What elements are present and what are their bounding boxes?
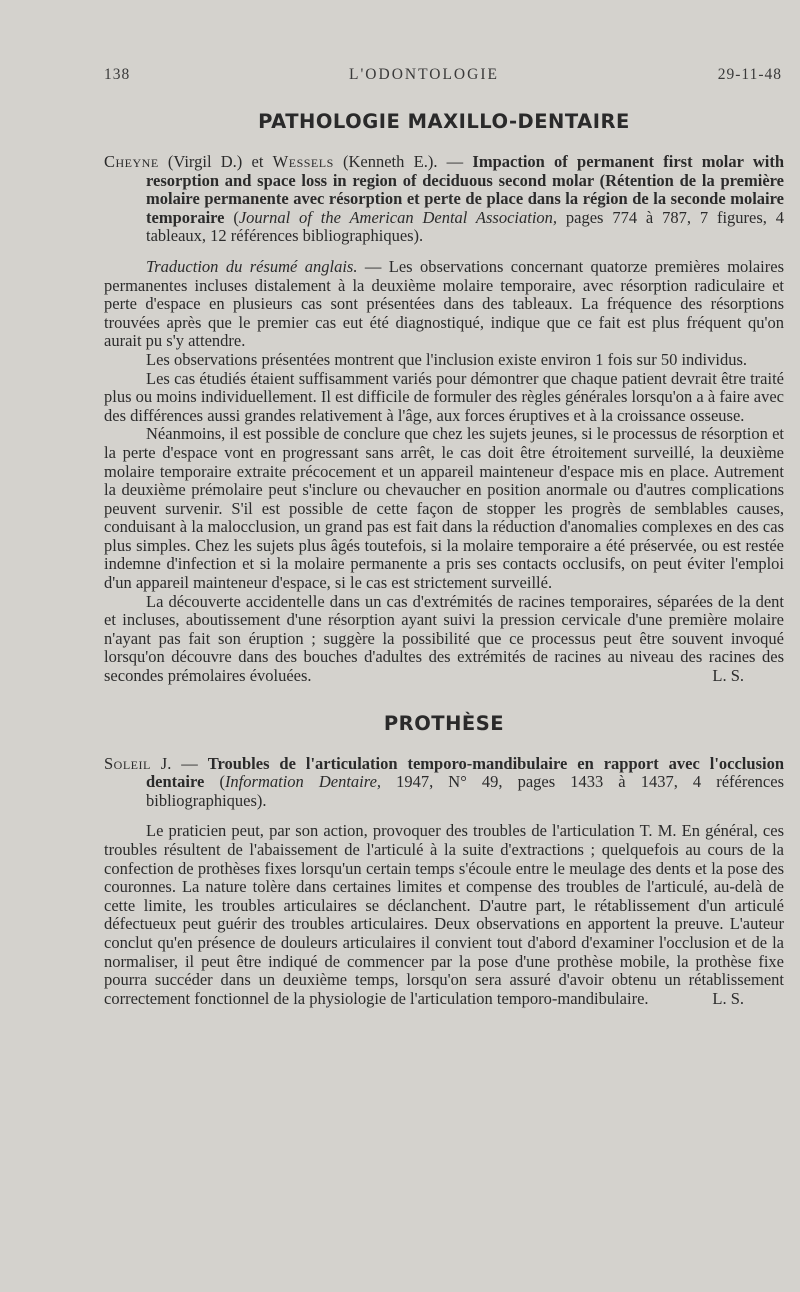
- author-name: Wessels: [272, 152, 334, 171]
- paragraph: [104, 822, 784, 1008]
- summary-paragraph: [104, 258, 784, 351]
- author-name: Cheyne: [104, 152, 159, 171]
- issue-date: 29-11-48: [717, 66, 782, 83]
- paragraph: [104, 593, 784, 686]
- article-title: Troubles de l'articulation temporo-mandibulaire en rapport avec l'occlusion dentaire: [146, 753, 784, 792]
- section-heading-prothese: PROTHÈSE: [383, 711, 505, 735]
- citation-soleil: [104, 755, 784, 811]
- running-header: [104, 66, 782, 84]
- author-initials: (Kenneth E.). —: [343, 152, 464, 171]
- section-heading-pathologie: PATHOLOGIE MAXILLO-DENTAIRE: [258, 110, 630, 133]
- paragraph: Néanmoins, il est possible de conclure que chez les sujets jeunes, si le processus de résorption et la perte d'espace vont en progressant sans arrêt, le cas doit être étroitement surveillé, la deuxième molaire temporaire extraite précocement et un appareil mainteneur d'espace mis en place. Autrement la deuxième prémolaire peut s'inclure ou chevaucher en position anormale ou d'autres complications peuvent survenir. S'il est possible de cette façon de stopper les progrès de semblables causes, conduisant à la malocclusion, un grand pas est fait dans la réduction d'anomalies complexes en des cas plus simples. Chez les sujets plus âgés toutefois, si la molaire temporaire a été préservée, ou est restée indemne d'infection et si la molaire permanente a pris ses contacts occlusifs, on peut éviter l'emploi d'un appareil mainteneur d'espace, si le cas est strictement surveillé.: [104, 424, 784, 593]
- source-journal: Information Dentaire,: [224, 772, 382, 792]
- paragraph-text: Le praticien peut, par son action, provoquer des troubles de l'articulation T. M. En général, ces troubles résultent de l'abaissement de l'articulé à la suite d'extractions ; quelquefois au cours de la confection de prothèses fixes lorsqu'un certain temps s'écoule entre le meulage des dents et la pose des couronnes. La nature tolère dans certaines limites et compense des troubles de l'articulé, au-delà de cette limite, les troubles articulaires se déclanchent. D'autre part, le rétablissement d'un articulé défectueux peut guérir des troubles articulaires. Deux observations en apportent la preuve. L'auteur conclut qu'en présence de douleurs articulaires il convient tout d'abord d'examiner l'occlusion et de la normaliser, il peut être indiqué de commencer par la pose d'une prothèse mobile, la prothèse fixe pourra succéder dans un deuxième temps, lorsqu'on sera assuré d'avoir obtenu un rétablissement correctement fonctionnel de la physiologie de l'articulation temporo-mandibulaire.: [104, 821, 784, 1008]
- page-number: 138: [104, 66, 131, 83]
- summary-label: Traduction du résumé anglais.: [146, 256, 358, 276]
- journal-title: L'ODONTOLOGIE: [349, 66, 499, 83]
- source-details: 1947, N° 49, pages 1433 à 1437, 4 références bibliographiques).: [146, 772, 784, 810]
- author-initials: J. —: [160, 753, 198, 773]
- source-open-paren: (: [233, 207, 239, 227]
- paragraph: Les cas étudiés étaient suffisamment variés pour démontrer que chaque patient devrait être traité plus ou moins individuellement. Il est difficile de formuler des règles générales lorsqu'on a à faire avec des différences aussi grandes relativement à l'âge, aux forces éruptives et à la croissance osseuse.: [104, 368, 784, 425]
- paragraph: Les observations présentées montrent que l'inclusion existe environ 1 fois sur 50 individus.: [146, 349, 747, 369]
- source-details: pages 774 à 787, 7 figures, 4 tableaux, 12 références bibliographiques).: [146, 207, 785, 246]
- author-name: Soleil: [104, 753, 151, 773]
- source-journal: Journal of the American Dental Association,: [238, 207, 558, 227]
- signature: L. S.: [712, 666, 744, 686]
- source-open-paren: (: [219, 772, 225, 792]
- article-title: Impaction of permanent first molar with resorption and space loss in region of deciduous second molar (Rétention de la première molaire permanente avec résorption et perte de place dans la région de la seconde molaire temporaire: [146, 152, 785, 227]
- paragraph-text: La découverte accidentelle dans un cas d'extrémités de racines temporaires, séparées de la dent et incluses, aboutissement d'une résorption ayant suivi la pression cervicale d'une première molaire n'ayant pas fait son éruption ; suggère la possibilité que ce processus peut être souvent invoqué lorsqu'on découvre dans des bouches d'adultes des extrémités de racines au niveau des racines des secondes prémolaires évoluées.: [104, 591, 784, 686]
- article-body: [104, 106, 784, 1008]
- author-initials: (Virgil D.) et: [167, 152, 264, 171]
- citation-cheyne-wessels: [104, 153, 784, 246]
- summary-text: — Les observations concernant quatorze premières molaires permanentes incluses distalement à la deuxième molaire temporaire, avec résorption radiculaire et perte d'espace en plusieurs cas sont présentées dans des tableaux. La fréquence des résorptions trouvées après que le premier cas eut été diagnostiqué, indique que ce fait est plus fréquent qu'on aurait pu s'y attendre.: [104, 256, 785, 351]
- signature: L. S.: [712, 988, 744, 1008]
